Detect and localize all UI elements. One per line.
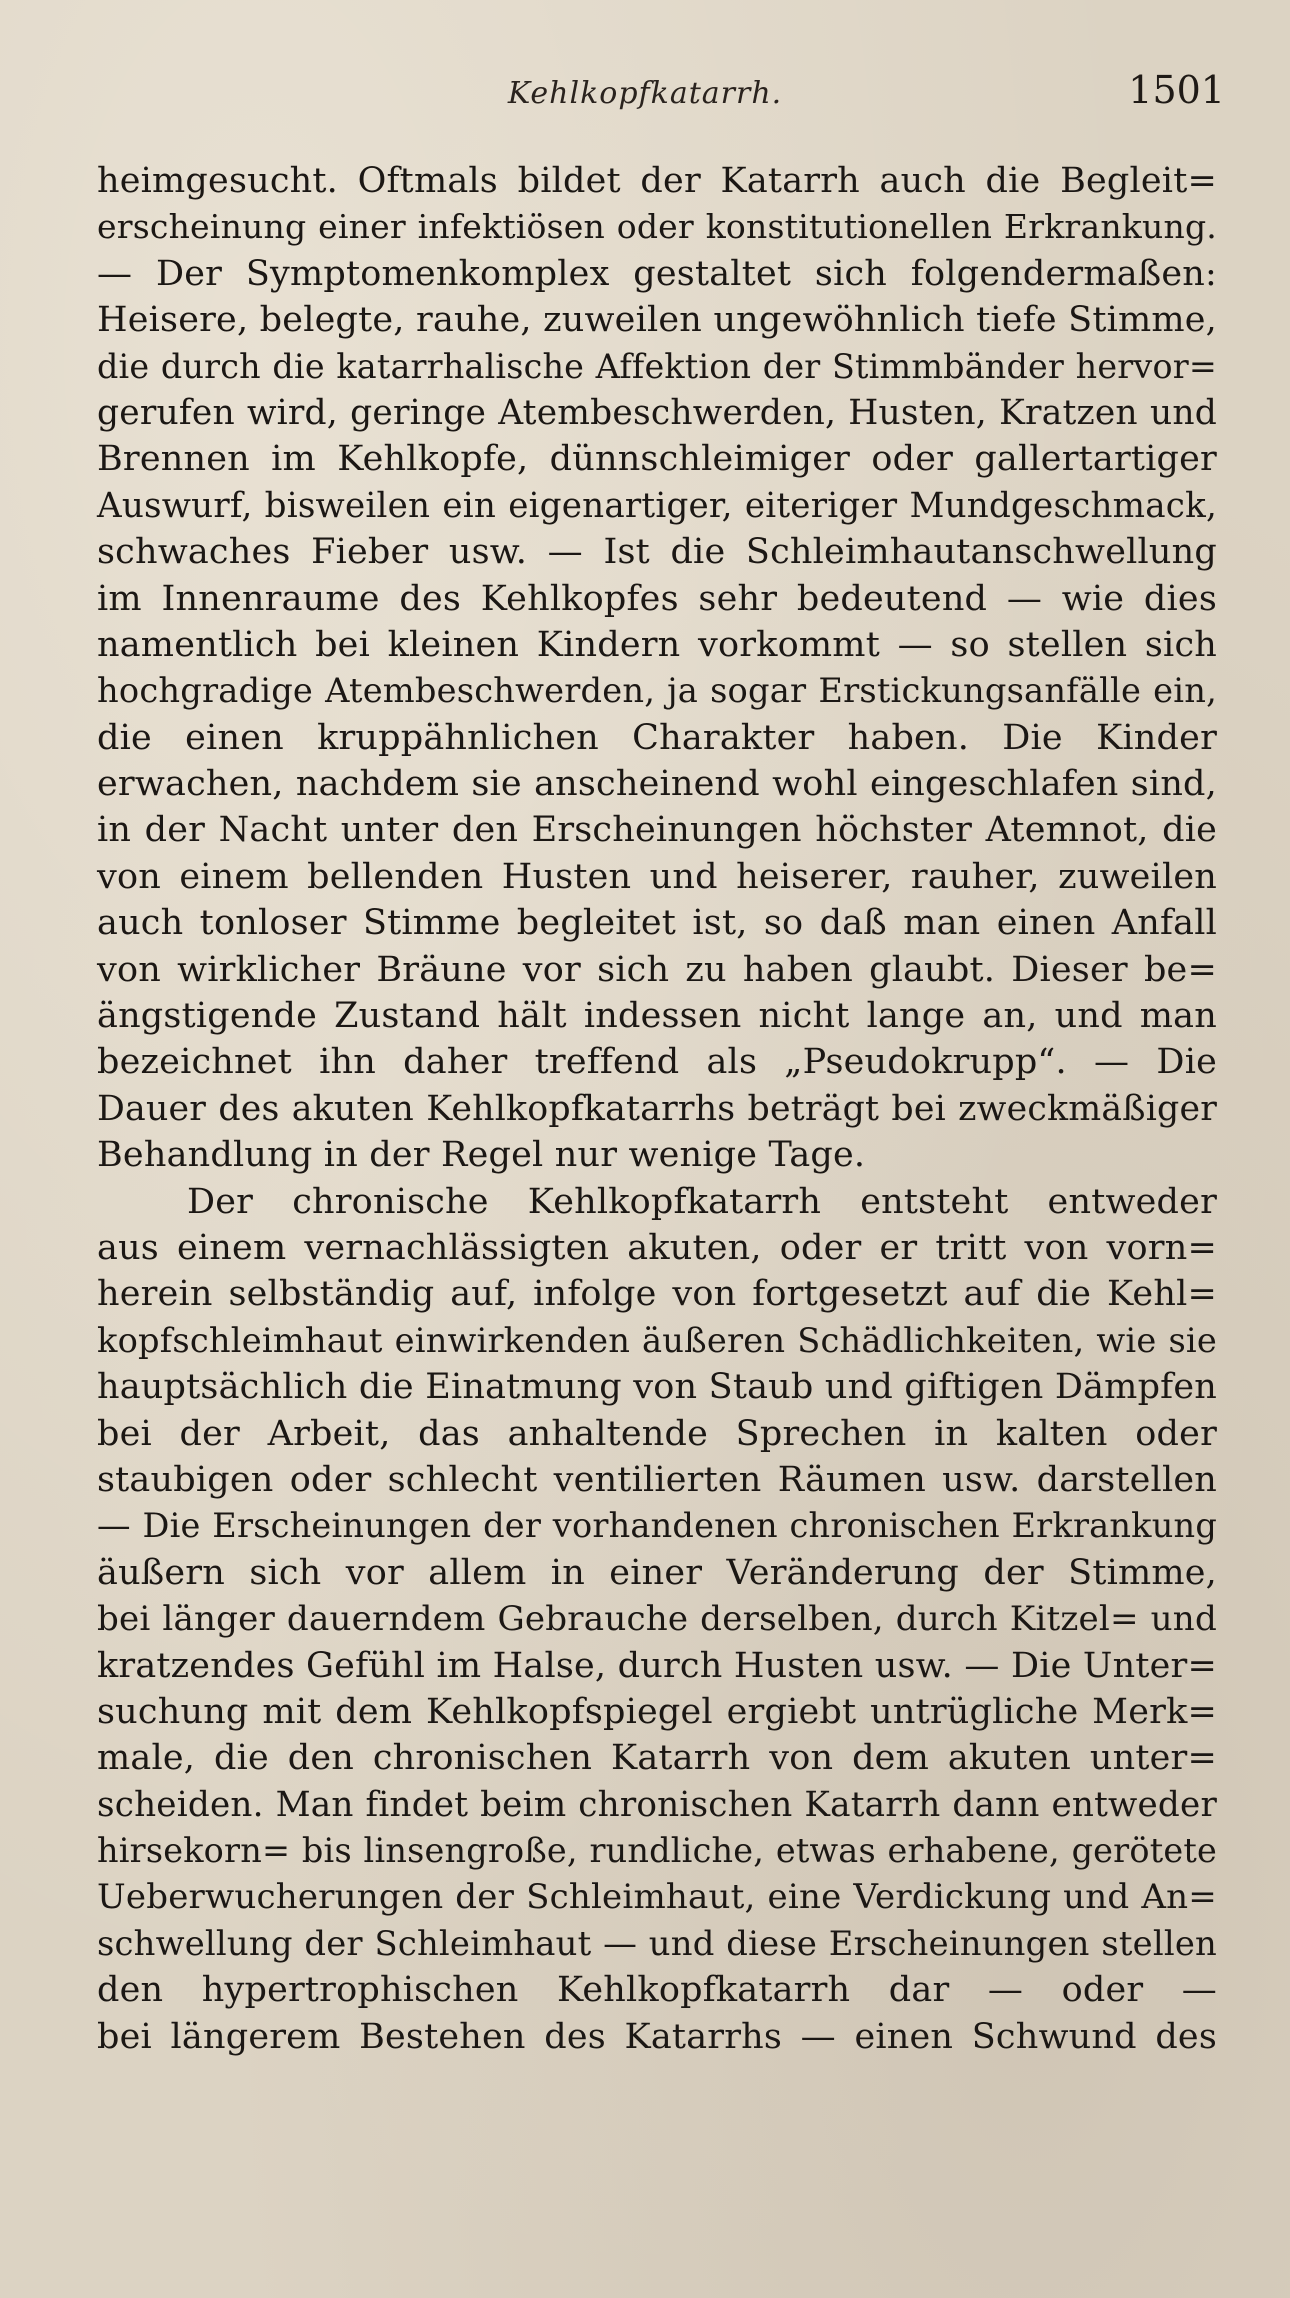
text-line: im Innenraume des Kehlkopfes sehr bedeutend — wie dies — [97, 578, 1217, 619]
text-line: hirsekorn= bis linsengroße, rundliche, etwas erhabene, gerötete — [97, 1831, 1217, 1871]
text-line: die durch die katarrhalische Affektion der Stimmbänder hervor= — [97, 346, 1217, 386]
text-line: bei längerem Bestehen des Katarrhs — einen Schwund des — [97, 2016, 1217, 2057]
text-line-paragraph-end: Behandlung in der Regel nur wenige Tage. — [97, 1135, 866, 1176]
text-line: male, die den chronischen Katarrh von dem akuten unter= — [97, 1738, 1217, 1779]
text-line: von wirklicher Bräune vor sich zu haben glaubt. Dieser be= — [97, 949, 1217, 990]
text-line: erwachen, nachdem sie anscheinend wohl eingeschlafen sind, — [97, 764, 1217, 805]
text-line: — Der Symptomenkomplex gestaltet sich folgendermaßen: — [97, 253, 1217, 294]
text-line: kratzendes Gefühl im Halse, durch Husten usw. — Die Unter= — [97, 1645, 1217, 1686]
text-line: die einen kruppähnlichen Charakter haben. Die Kinder — [97, 717, 1217, 758]
text-line: den hypertrophischen Kehlkopfkatarrh dar — oder — — [97, 1970, 1217, 2011]
text-line: erscheinung einer infektiösen oder konstitutionellen Erkrankung. — [97, 207, 1217, 247]
running-head — [0, 62, 1290, 122]
text-line: Dauer des akuten Kehlkopfkatarrhs beträgt bei zweckmäßiger — [97, 1088, 1217, 1129]
text-line: in der Nacht unter den Erscheinungen höchster Atemnot, die — [97, 810, 1217, 851]
text-line: Auswurf, bisweilen ein eigenartiger, eiteriger Mundgeschmack, — [97, 485, 1217, 526]
page-number: 1501 — [1128, 68, 1225, 112]
text-line: staubigen oder schlecht ventilierten Räumen usw. darstellen — [97, 1459, 1217, 1500]
text-line: suchung mit dem Kehlkopfspiegel ergiebt untrügliche Merk= — [97, 1691, 1217, 1732]
text-line: von einem bellenden Husten und heiserer, rauher, zuweilen — [97, 856, 1217, 897]
text-line: hochgradige Atembeschwerden, ja sogar Erstickungsanfälle ein, — [97, 671, 1217, 711]
text-line: schwellung der Schleimhaut — und diese Erscheinungen stellen — [97, 1923, 1217, 1963]
body-text — [97, 158, 1217, 2060]
text-line: bezeichnet ihn daher treffend als „Pseudokrupp“. — Die — [97, 1042, 1217, 1083]
text-line: aus einem vernachlässigten akuten, oder er tritt von vorn= — [97, 1227, 1217, 1268]
text-line: schwaches Fieber usw. — Ist die Schleimhautanschwellung — [97, 532, 1217, 573]
text-line: äußern sich vor allem in einer Veränderung der Stimme, — [97, 1552, 1217, 1593]
text-line: Brennen im Kehlkopfe, dünnschleimiger oder gallertartiger — [97, 439, 1217, 480]
text-line: scheiden. Man findet beim chronischen Katarrh dann entweder — [97, 1784, 1217, 1825]
text-line-paragraph-start: Der chronische Kehlkopfkatarrh entsteht entweder — [187, 1181, 1217, 1222]
text-line: namentlich bei kleinen Kindern vorkommt — so stellen sich — [97, 624, 1217, 665]
text-line: ängstigende Zustand hält indessen nicht lange an, und man — [97, 996, 1217, 1037]
text-line: heimgesucht. Oftmals bildet der Katarrh auch die Begleit= — [97, 161, 1217, 201]
text-line: bei der Arbeit, das anhaltende Sprechen in kalten oder — [97, 1413, 1217, 1454]
text-line: gerufen wird, geringe Atembeschwerden, Husten, Kratzen und — [97, 392, 1217, 433]
running-title: Kehlkopfkatarrh. — [507, 76, 783, 111]
text-line: auch tonloser Stimme begleitet ist, so daß man einen Anfall — [97, 903, 1217, 944]
text-line: Heisere, belegte, rauhe, zuweilen ungewöhnlich tiefe Stimme, — [97, 300, 1217, 341]
text-line: herein selbständig auf, infolge von fortgesetzt auf die Kehl= — [97, 1274, 1217, 1315]
text-line: Ueberwucherungen der Schleimhaut, eine Verdickung und An= — [97, 1877, 1217, 1918]
text-line: kopfschleimhaut einwirkenden äußeren Schädlichkeiten, wie sie — [97, 1320, 1217, 1360]
text-line: bei länger dauerndem Gebrauche derselben, durch Kitzel= und — [97, 1599, 1217, 1640]
text-line: hauptsächlich die Einatmung von Staub und giftigen Dämpfen — [97, 1367, 1217, 1408]
text-line: — Die Erscheinungen der vorhandenen chronischen Erkrankung — [97, 1506, 1217, 1546]
